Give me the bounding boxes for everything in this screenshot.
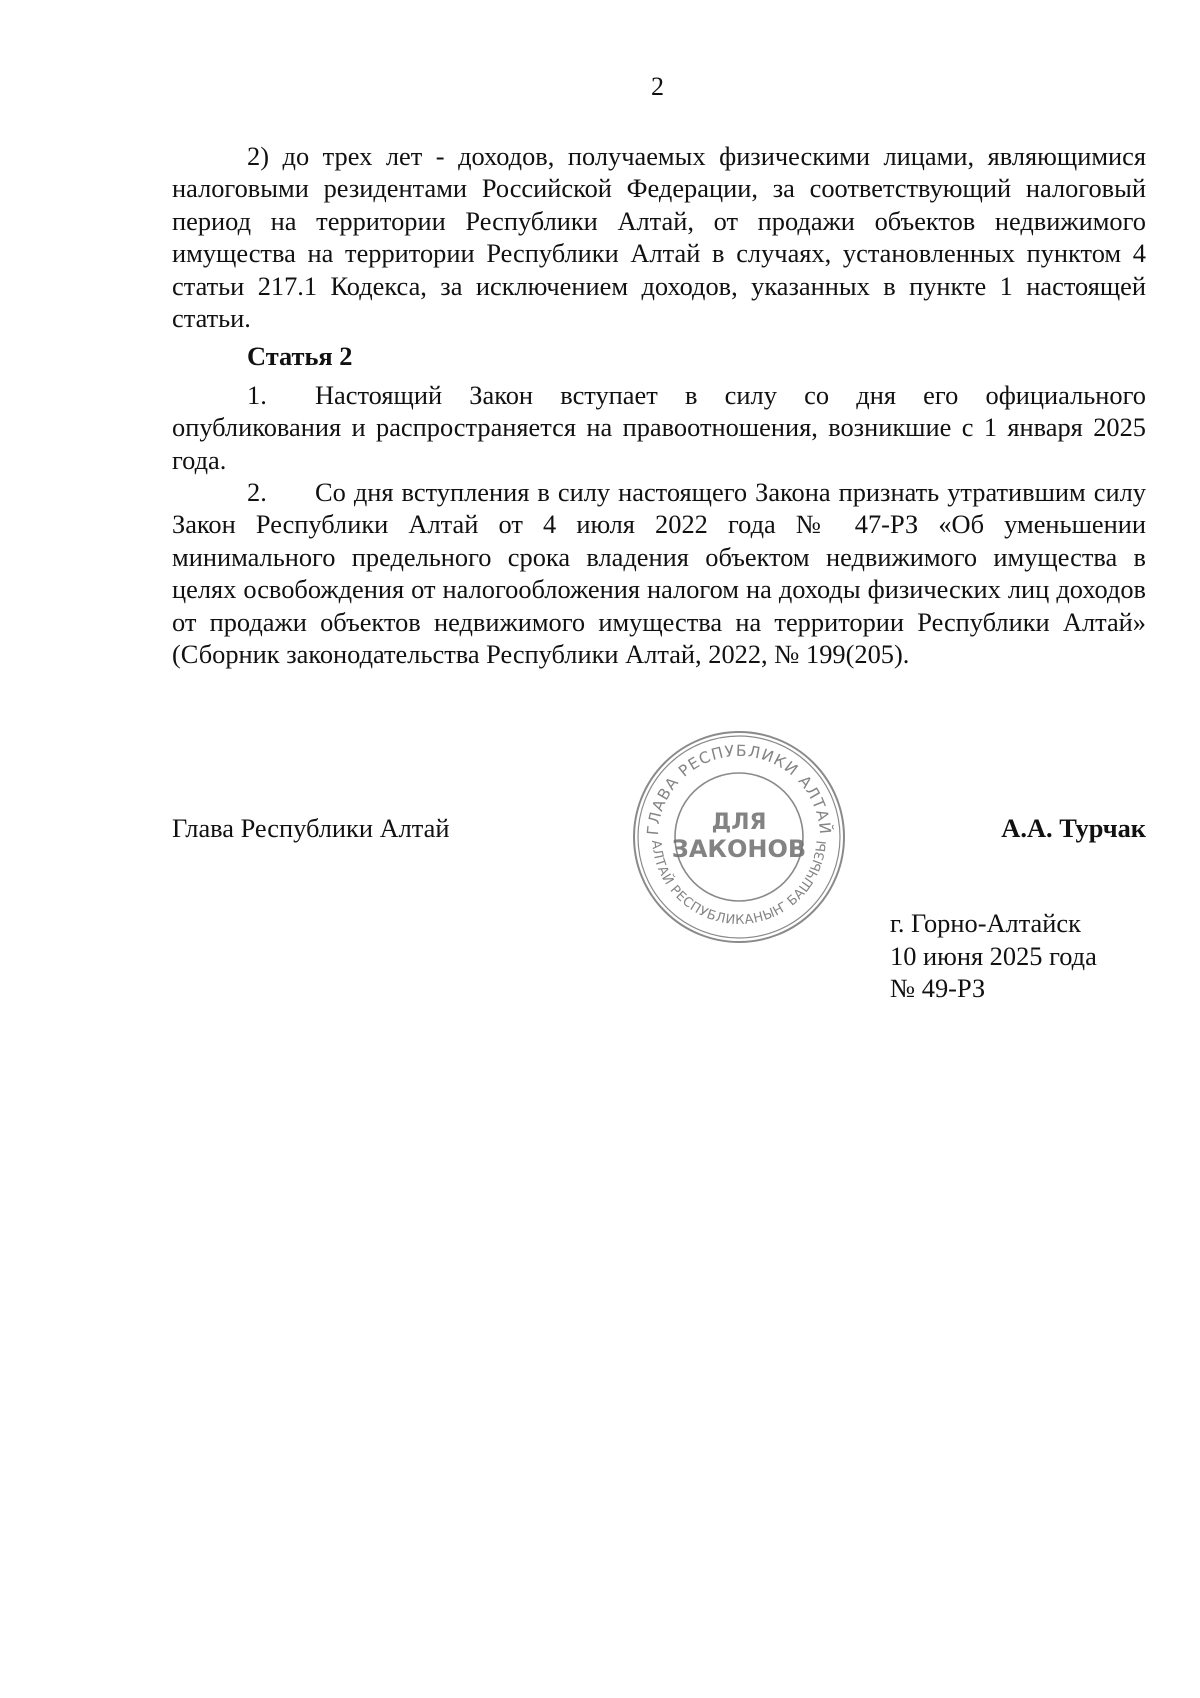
document-city: г. Горно-Алтайск (890, 908, 1081, 938)
article-item-text: Настоящий Закон вступает в силу со дня его официального опубликования и распространяется на правоотношения, возникшие с 1 января 2025 года. (172, 379, 1146, 475)
paragraph-item-2: 2) до трех лет - доходов, получаемых физическими лицами, являющимися налоговыми резидентами Российской Федерации, за соответствующий налоговый период на территории Республики Алтай, от продажи объектов недвижимого имущества на территории Республики Алтай в случаях, установленных пунктом 4 статьи 217.1 Кодекса, за исключением доходов, указанных в пункте 1 настоящей статьи. (172, 141, 1146, 334)
article-item-text: Со дня вступления в силу настоящего Закона признать утратившим силу Закон Республики Алтай от 4 июля 2022 года № 47-РЗ «Об уменьшении минимального предельного срока владения объектом недвижимого имущества в целях освобождения от налогообложения налогом на доходы физических лиц доходов от продажи объектов недвижимого имущества на территории Республики Алтай» (Сборник законодательства Республики Алтай, 2022, № 199(205). (172, 477, 1146, 670)
article-heading: Статья 2 (247, 341, 353, 372)
article-item-2 (172, 476, 1146, 670)
document-body (172, 140, 1146, 671)
document-place-date-block (890, 907, 1097, 1005)
page-number: 2 (651, 72, 664, 101)
official-stamp (630, 728, 848, 946)
stamp-center-line-2: ЗАКОНОВ (671, 835, 807, 863)
signatory-title: Глава Республики Алтай (172, 813, 450, 843)
document-number: № 49-РЗ (890, 973, 986, 1003)
article-item-number: 2. (247, 477, 267, 508)
stamp-ring-bottom-text: АЛТАЙ РЕСПУБЛИКАНЫҤ БАШЧЫЗЫ (647, 839, 831, 929)
stamp-ring-top-text: ГЛАВА РЕСПУБЛИКИ АЛТАЙ (643, 741, 835, 836)
article-item-1 (172, 379, 1146, 476)
document-date: 10 июня 2025 года (890, 940, 1097, 971)
stamp-center-line-1: ДЛЯ (711, 810, 767, 835)
signatory-name: А.А. Турчак (1001, 813, 1146, 843)
article-item-number: 1. (247, 379, 267, 410)
